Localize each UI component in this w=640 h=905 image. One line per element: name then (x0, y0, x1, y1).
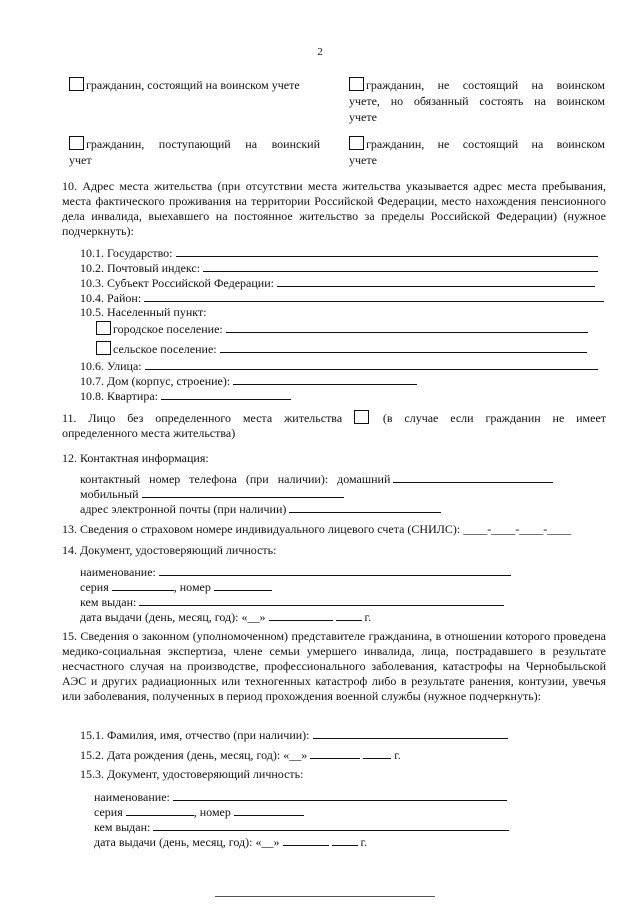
input-line[interactable] (336, 609, 362, 621)
section-11[interactable]: 11. Лицо без определенного места жительства (в случае если гражданин не имеет (62, 411, 607, 425)
input-line[interactable] (139, 594, 504, 606)
field-doc-name[interactable]: наименование: (80, 564, 511, 580)
input-line[interactable] (220, 341, 587, 353)
input-line[interactable] (283, 834, 329, 846)
field-rep-doc-issue-date[interactable]: дата выдачи (день, месяц, год): «__» г. (94, 835, 368, 849)
no-residence-checkbox[interactable] (354, 410, 369, 424)
input-line[interactable] (310, 747, 360, 759)
military-option-entering[interactable]: гражданин, поступающий на воинский учет (69, 137, 320, 167)
field-district[interactable]: 10.4. Район: (80, 290, 604, 306)
section-13[interactable]: 13. Сведения о страховом номере индивидуального лицевого счета (СНИЛС): ____-____-____-____ (62, 522, 572, 536)
checkbox[interactable] (96, 341, 111, 355)
input-line[interactable] (203, 260, 598, 272)
input-line[interactable] (142, 486, 344, 498)
page-bottom-divider (215, 896, 435, 897)
input-line[interactable] (144, 290, 604, 302)
input-line[interactable] (269, 609, 333, 621)
checkbox[interactable] (69, 77, 84, 91)
field-subject[interactable]: 10.3. Субъект Российской Федерации: (80, 275, 595, 291)
input-line[interactable] (277, 275, 595, 287)
page-number: 2 (317, 46, 323, 58)
section-12-heading: 12. Контактная информация: (62, 451, 209, 465)
field-postal-code[interactable]: 10.2. Почтовый индекс: (80, 260, 598, 276)
field-email[interactable]: адрес электронной почты (при наличии) (80, 501, 441, 517)
field-street[interactable]: 10.6. Улица: (80, 358, 598, 374)
field-rep-fullname[interactable]: 15.1. Фамилия, имя, отчество (при наличии): (80, 727, 508, 743)
military-option-registered[interactable]: гражданин, состоящий на воинском учете (69, 77, 300, 93)
series-input-line[interactable] (112, 579, 174, 591)
input-line[interactable] (393, 471, 553, 483)
input-line[interactable] (226, 321, 588, 333)
field-mobile-phone[interactable]: мобильный (80, 486, 344, 502)
input-line[interactable] (153, 819, 509, 831)
section-14-heading: 14. Документ, удостоверяющий личность: (62, 543, 277, 557)
field-rep-document: 15.3. Документ, удостоверяющий личность: (80, 767, 304, 781)
input-line[interactable] (145, 358, 598, 370)
field-rep-doc-name[interactable]: наименование: (94, 789, 507, 805)
snils-mask[interactable]: ____-____-____-____ (463, 522, 572, 536)
field-rep-doc-series-number[interactable]: серия , номер (94, 804, 304, 820)
military-option-not-registered-obliged[interactable]: гражданин, не состоящий на воинском учете, но обязанный состоять на воинском учете (349, 78, 605, 124)
input-line[interactable] (313, 727, 508, 739)
field-rep-doc-issued-by[interactable]: кем выдан: (94, 819, 509, 835)
input-line[interactable] (173, 789, 507, 801)
field-apartment[interactable]: 10.8. Квартира: (80, 388, 291, 404)
checkbox[interactable] (69, 136, 84, 150)
field-urban-settlement[interactable]: городское поселение: (96, 321, 588, 337)
input-line[interactable] (289, 501, 441, 513)
section-10-heading: 10. Адрес места жительства (при отсутствии места жительства указывается адрес места пребывания, места фактического проживания на территории Российской Федерации, место нахождения пенсионного дела инвалида, выехавшего на постоянное жительство за пределы Российской Федерации) (нужное подчеркнуть): (62, 179, 606, 238)
number-input-line[interactable] (234, 804, 304, 816)
input-line[interactable] (176, 245, 598, 257)
field-home-phone[interactable]: контактный номер телефона (при наличии): домашний (80, 471, 553, 487)
military-option-not-registered[interactable]: гражданин, не состоящий на воинском учете (349, 137, 605, 167)
field-settlement: 10.5. Населенный пункт: (80, 305, 207, 319)
input-line[interactable] (233, 373, 417, 385)
field-doc-issued-by[interactable]: кем выдан: (80, 594, 504, 610)
input-line[interactable] (363, 747, 391, 759)
input-line[interactable] (161, 388, 291, 400)
section-11-cont: определенного места жительства) (62, 426, 236, 440)
checkbox[interactable] (96, 321, 111, 335)
field-rural-settlement[interactable]: сельское поселение: (96, 341, 587, 357)
checkbox[interactable] (349, 136, 364, 150)
section-15-heading: 15. Сведения о законном (уполномоченном) представителе гражданина, в отношении которого проведена медико-социальная экспертиза, члене семьи умершего инвалида, лица, пострадавшего в результате несчастного случая на производстве, профессионального заболевания, катастрофы на Чернобыльской АЭС и других радиационных или техногенных катастроф либо в результате ранения, контузии, увечья или заболевания, полученных в период прохождения военной службы (нужное подчеркнуть): (62, 629, 606, 703)
field-doc-issue-date[interactable]: дата выдачи (день, месяц, год): «__» г. (80, 610, 372, 624)
input-line[interactable] (159, 564, 511, 576)
field-country[interactable]: 10.1. Государство: (80, 245, 598, 261)
field-doc-series-number[interactable]: серия , номер (80, 579, 272, 595)
series-input-line[interactable] (126, 804, 194, 816)
input-line[interactable] (332, 834, 358, 846)
field-rep-birthdate[interactable]: 15.2. Дата рождения (день, месяц, год): «__» г. (80, 748, 401, 762)
field-house[interactable]: 10.7. Дом (корпус, строение): (80, 373, 417, 389)
checkbox[interactable] (349, 77, 364, 91)
number-input-line[interactable] (214, 579, 272, 591)
